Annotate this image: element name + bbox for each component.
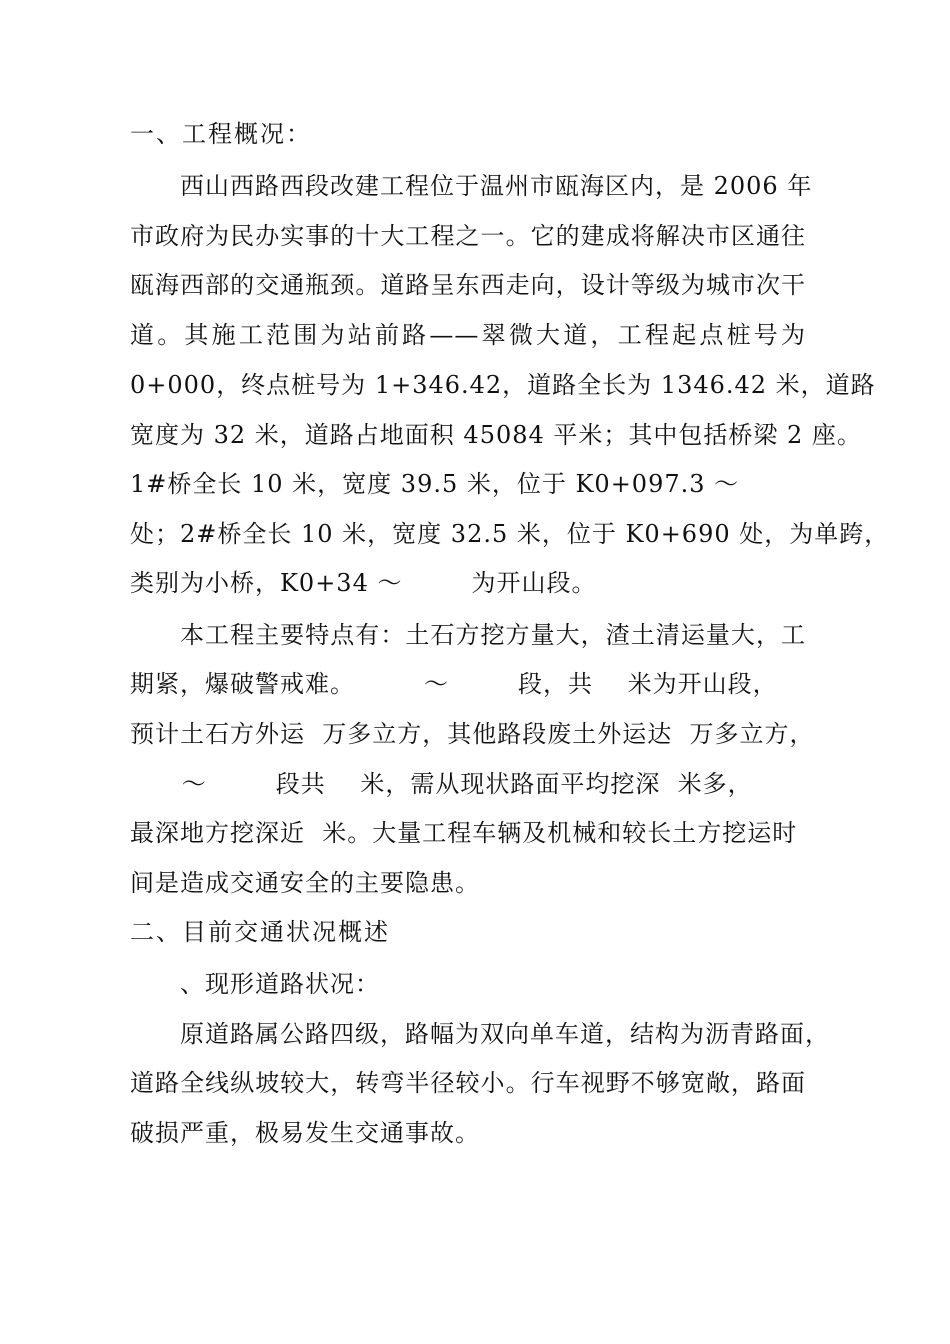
paragraph-line: 原道路属公路四级，路幅为双向单车道，结构为沥青路面， [180, 1020, 830, 1048]
paragraph-line: 最深地方挖深近 米。大量工程车辆及机械和较长土方挖运时 [130, 819, 798, 847]
paragraph-line: 宽度为 32 米，道路占地面积 45084 平米；其中包括桥梁 2 座。 [130, 421, 862, 449]
paragraph-line: 类别为小桥，K0+34 ～ 为开山段。 [130, 569, 597, 597]
paragraph-line: 道路全线纵坡较大，转弯半径较小。行车视野不够宽敞，路面 [130, 1069, 806, 1097]
paragraph-line: 西山西路西段改建工程位于温州市瓯海区内，是 2006 年 [180, 172, 813, 200]
paragraph-line: 间是造成交通安全的主要隐患。 [130, 869, 480, 897]
paragraph-line: 0+000，终点桩号为 1+346.42，道路全长为 1346.42 米，道路 [130, 371, 876, 399]
section-heading-overview: 一、工程概况： [130, 120, 312, 148]
paragraph-line: 期紧，爆破警戒难。 ～ 段，共 米为开山段， [130, 670, 778, 698]
paragraph-line: 破损严重，极易发生交通事故。 [130, 1119, 480, 1147]
subsection-heading-road: 、现形道路状况： [180, 970, 380, 998]
paragraph-line: 预计土石方外运 万多立方，其他路段废土外运达 万多立方， [130, 720, 815, 748]
section-heading-traffic: 二、目前交通状况概述 [130, 918, 390, 946]
paragraph-line: 瓯海西部的交通瓶颈。道路呈东西走向，设计等级为城市次干 [130, 271, 806, 299]
paragraph-line: 市政府为民办实事的十大工程之一。它的建成将解决市区通往 [130, 222, 806, 250]
paragraph-line: 道。其施工范围为站前路——翠微大道，工程起点桩号为 [130, 321, 806, 349]
paragraph-line: 处；2#桥全长 10 米，宽度 32.5 米，位于 K0+690 处，为单跨， [130, 520, 890, 548]
paragraph-line: 本工程主要特点有：土石方挖方量大，渣土清运量大，工 [180, 621, 806, 649]
paragraph-line: 1#桥全长 10 米，宽度 39.5 米，位于 K0+097.3 ～ [130, 470, 740, 498]
paragraph-line: ～ 段共 米，需从现状路面平均挖深 米多， [130, 770, 753, 798]
